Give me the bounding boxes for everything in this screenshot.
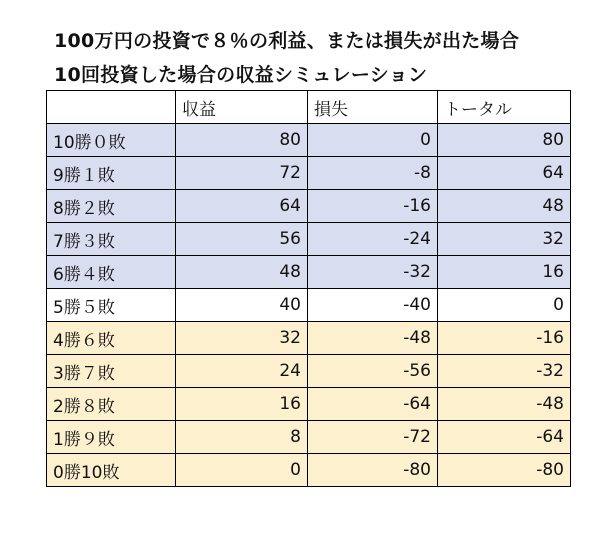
- total-cell: 80: [438, 124, 571, 157]
- total-cell: -32: [438, 355, 571, 388]
- table-row: [47, 322, 571, 355]
- table-row: [47, 421, 571, 454]
- profit-cell: 72: [176, 157, 308, 190]
- profit-cell: 40: [176, 289, 308, 322]
- row-label: 0勝10敗: [47, 454, 176, 487]
- total-cell: 48: [438, 190, 571, 223]
- loss-cell: -32: [308, 256, 438, 289]
- total-cell: 16: [438, 256, 571, 289]
- table-row: [47, 124, 571, 157]
- header-corner: [47, 91, 176, 124]
- row-label: 6勝４敗: [47, 256, 176, 289]
- loss-cell: -40: [308, 289, 438, 322]
- loss-cell: -8: [308, 157, 438, 190]
- profit-cell: 16: [176, 388, 308, 421]
- total-cell: -16: [438, 322, 571, 355]
- profit-cell: 56: [176, 223, 308, 256]
- total-cell: 32: [438, 223, 571, 256]
- loss-cell: 0: [308, 124, 438, 157]
- loss-cell: -56: [308, 355, 438, 388]
- row-label: 1勝９敗: [47, 421, 176, 454]
- profit-cell: 32: [176, 322, 308, 355]
- profit-cell: 8: [176, 421, 308, 454]
- row-label: 5勝５敗: [47, 289, 176, 322]
- total-cell: -64: [438, 421, 571, 454]
- simulation-table: [46, 90, 571, 487]
- row-label: 2勝８敗: [47, 388, 176, 421]
- header-total: トータル: [438, 91, 571, 124]
- header-profit: 収益: [176, 91, 308, 124]
- total-cell: 0: [438, 289, 571, 322]
- row-label: 8勝２敗: [47, 190, 176, 223]
- profit-cell: 80: [176, 124, 308, 157]
- loss-cell: -80: [308, 454, 438, 487]
- loss-cell: -64: [308, 388, 438, 421]
- profit-cell: 24: [176, 355, 308, 388]
- loss-cell: -16: [308, 190, 438, 223]
- row-label: 3勝７敗: [47, 355, 176, 388]
- title-line-1: 100万円の投資で８％の利益、または損失が出た場合: [54, 30, 520, 52]
- table-row: [47, 157, 571, 190]
- table-row: [47, 256, 571, 289]
- row-label: 10勝０敗: [47, 124, 176, 157]
- row-label: 9勝１敗: [47, 157, 176, 190]
- table-row: [47, 190, 571, 223]
- total-cell: -80: [438, 454, 571, 487]
- row-label: 7勝３敗: [47, 223, 176, 256]
- table-row: [47, 355, 571, 388]
- loss-cell: -72: [308, 421, 438, 454]
- title-line-2: 10回投資した場合の収益シミュレーション: [54, 64, 428, 86]
- table-row: [47, 454, 571, 487]
- total-cell: 64: [438, 157, 571, 190]
- loss-cell: -48: [308, 322, 438, 355]
- loss-cell: -24: [308, 223, 438, 256]
- table-row: [47, 388, 571, 421]
- header-loss: 損失: [308, 91, 438, 124]
- profit-cell: 0: [176, 454, 308, 487]
- table-row: [47, 223, 571, 256]
- row-label: 4勝６敗: [47, 322, 176, 355]
- header-row: [47, 91, 571, 124]
- profit-cell: 64: [176, 190, 308, 223]
- total-cell: -48: [438, 388, 571, 421]
- table-row: [47, 289, 571, 322]
- profit-cell: 48: [176, 256, 308, 289]
